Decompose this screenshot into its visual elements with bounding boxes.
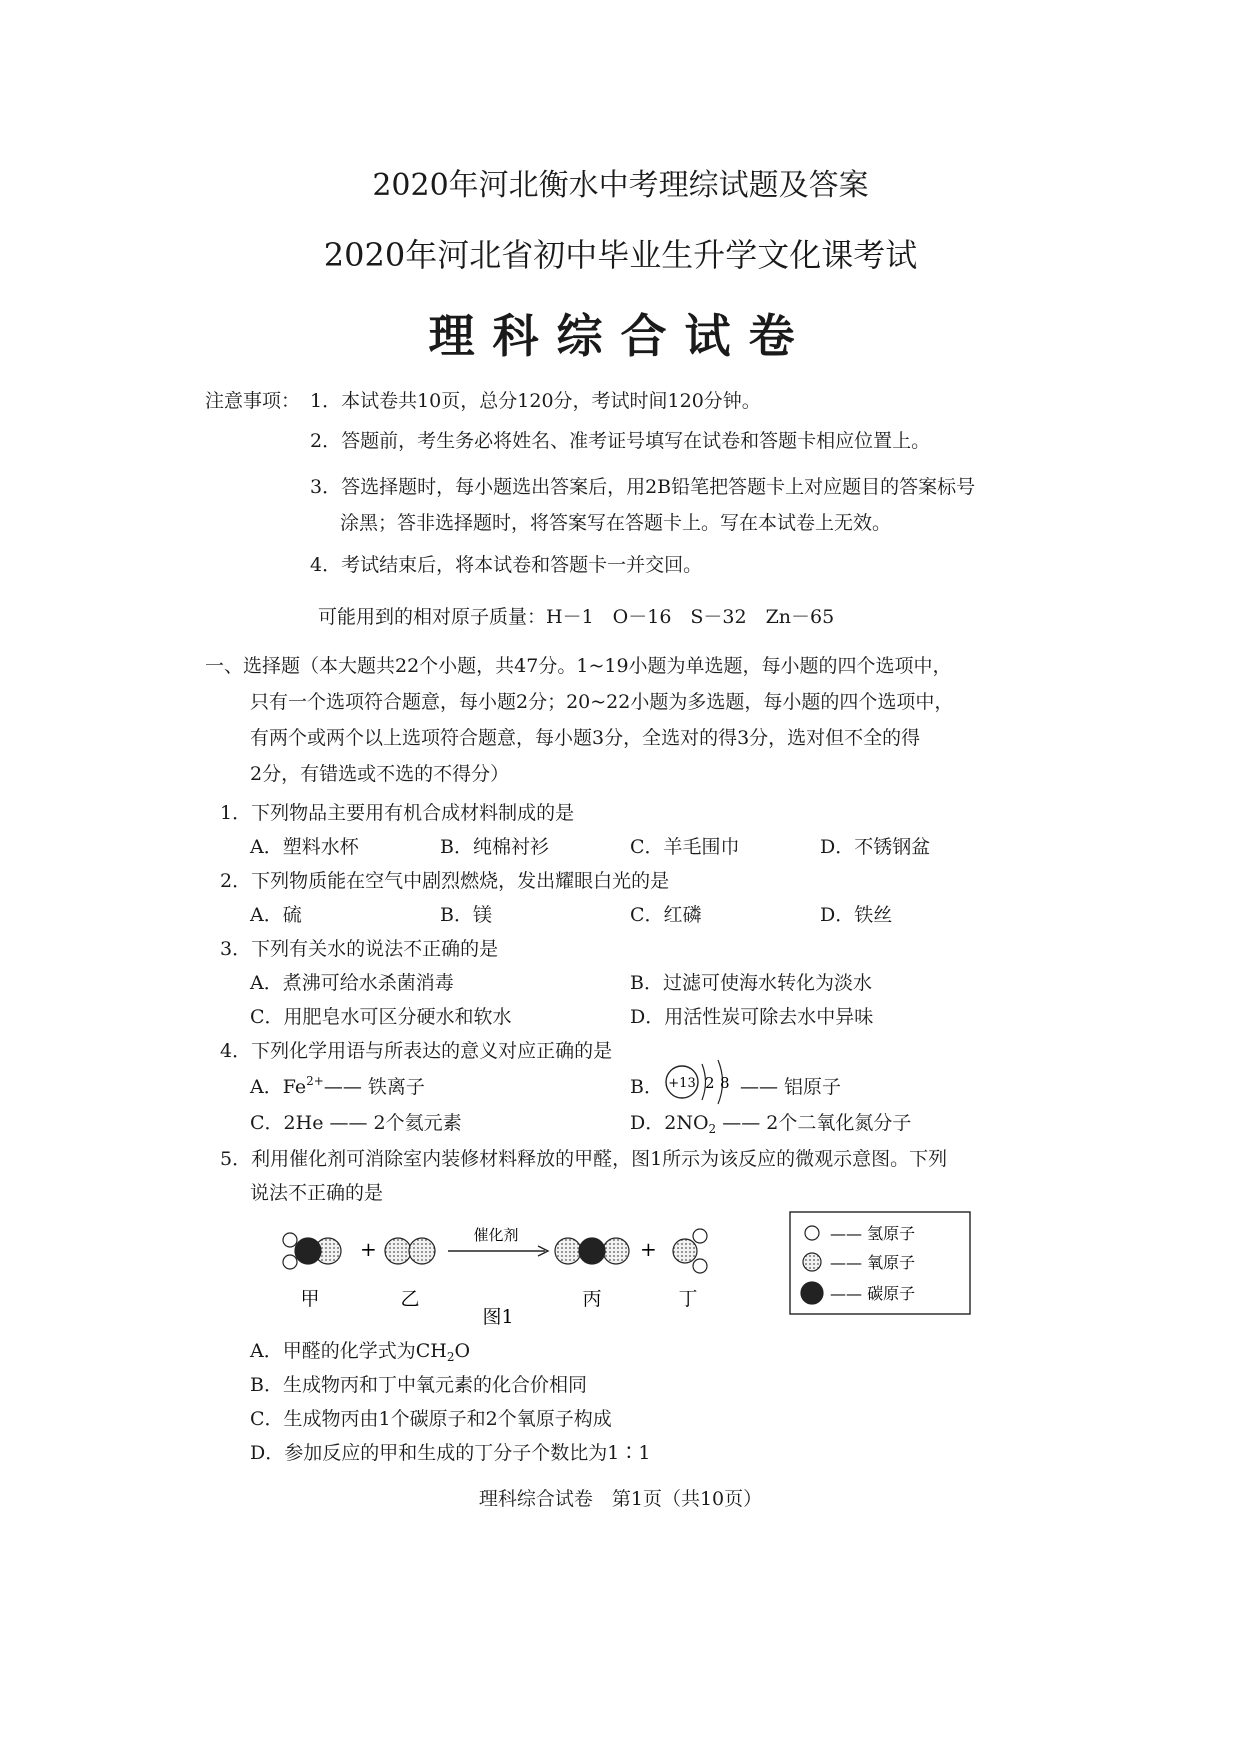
- question-2-stem: 2．下列物质能在空气中剧烈燃烧，发出耀眼白光的是: [220, 870, 670, 892]
- question-1-option-b: B．纯棉衬衫: [440, 836, 549, 858]
- question-3-stem: 3．下列有关水的说法不正确的是: [220, 938, 499, 960]
- question-4-option-b-label: B．: [630, 1076, 663, 1098]
- question-4-option-d: [630, 1108, 911, 1136]
- page-footer: 理科综合试卷 第1页（共10页）: [478, 1488, 763, 1510]
- section-instructions-3: 有两个或两个以上选项符合题意，每小题3分，全选对的得3分，选对但不全的得: [250, 727, 921, 749]
- exam-title: 2020年河北省初中毕业生升学文化课考试: [323, 236, 918, 274]
- label-jia: 甲: [300, 1288, 320, 1310]
- legend-hydrogen: —— 氢原子: [830, 1224, 916, 1243]
- question-5-option-a: [250, 1336, 470, 1364]
- label-bing: 丙: [582, 1288, 602, 1310]
- question-4-stem: 4．下列化学用语与所表达的意义对应正确的是: [220, 1040, 613, 1062]
- question-4-option-c: C．2He —— 2个氦元素: [250, 1112, 462, 1134]
- question-3-option-b: B．过滤可使海水转化为淡水: [630, 972, 872, 994]
- carbon-atom-icon: [801, 1282, 823, 1304]
- question-5-stem-cont: 说法不正确的是: [250, 1182, 384, 1204]
- question-5-stem: 5．利用催化剂可消除室内装修材料释放的甲醛，图1所示为该反应的微观示意图。下列: [220, 1148, 948, 1170]
- charge-superscript: 2+: [306, 1074, 324, 1088]
- oxygen-atom-icon: [803, 1253, 821, 1271]
- paper-title: 理科综合试卷: [428, 309, 813, 363]
- question-5-option-b: B．生成物丙和丁中氧元素的化合价相同: [250, 1374, 587, 1396]
- option-d-formula: D．2NO: [630, 1112, 709, 1134]
- figure-caption: 图1: [482, 1306, 514, 1328]
- legend-carbon: —— 碳原子: [830, 1284, 916, 1303]
- plus-sign-1: +: [360, 1237, 377, 1261]
- question-2-option-a: A．硫: [250, 904, 302, 926]
- question-3-option-a: A．煮沸可给水杀菌消毒: [250, 972, 454, 994]
- question-2-option-b: B．镁: [440, 904, 492, 926]
- question-1-option-d: D．不锈钢盆: [820, 836, 931, 858]
- question-1-option-c: C．羊毛围巾: [630, 836, 740, 858]
- question-3-option-d: D．用活性炭可除去水中异味: [630, 1006, 874, 1028]
- molecule-carbon-dioxide: [555, 1238, 629, 1264]
- question-3-option-c: C．用肥皂水可区分硬水和软水: [250, 1006, 512, 1028]
- legend-oxygen: —— 氧原子: [830, 1253, 916, 1272]
- question-2-option-c: C．红磷: [630, 904, 702, 926]
- question-4-option-a: [250, 1072, 425, 1099]
- atomic-mass-line: 可能用到的相对原子质量：H－1 O－16 S－32 Zn－65: [318, 606, 835, 628]
- molecule-oxygen: [385, 1238, 435, 1264]
- notes-label: 注意事项：: [205, 390, 301, 412]
- section-instructions-2: 只有一个选项符合题意，每小题2分；20~22小题为多选题，每小题的四个选项中，: [250, 691, 954, 713]
- question-1-stem: 1．下列物品主要用有机合成材料制成的是: [220, 802, 575, 824]
- question-5-option-c: C．生成物丙由1个碳原子和2个氧原子构成: [250, 1408, 612, 1430]
- subscript: 2: [708, 1122, 717, 1136]
- molecule-water: [673, 1229, 707, 1273]
- question-1-option-a: A．塑料水杯: [250, 836, 359, 858]
- note-item-1: 1．本试卷共10页，总分120分，考试时间120分钟。: [310, 390, 761, 412]
- option-a-text: A．甲醛的化学式为CH: [250, 1340, 447, 1362]
- reaction-diagram: [280, 1210, 1060, 1330]
- document-title: 2020年河北衡水中考理综试题及答案: [372, 168, 869, 203]
- label-ding: 丁: [678, 1288, 698, 1310]
- option-a-suffix: O: [454, 1340, 471, 1362]
- note-item-4: 4．考试结束后，将本试卷和答题卡一并交回。: [310, 554, 703, 576]
- molecule-formaldehyde: [283, 1233, 341, 1269]
- nucleus-charge: +13: [668, 1076, 696, 1091]
- note-item-3: 3．答选择题时，每小题选出答案后，用2B铅笔把答题卡上对应题目的答案标号: [310, 476, 976, 498]
- option-a-meaning: —— 铁离子: [323, 1076, 425, 1098]
- option-d-meaning: —— 2个二氧化氮分子: [716, 1112, 912, 1134]
- shell-1-electrons: 2: [705, 1074, 715, 1092]
- note-item-3-cont: 涂黑；答非选择题时，将答案写在答题卡上。写在本试卷上无效。: [340, 512, 892, 534]
- label-yi: 乙: [400, 1288, 420, 1310]
- hydrogen-atom-icon: [805, 1226, 819, 1240]
- subscript: 2: [446, 1350, 455, 1364]
- question-4-option-b-meaning: —— 铝原子: [740, 1076, 842, 1098]
- note-item-2: 2．答题前，考生务必将姓名、准考证号填写在试卷和答题卡相应位置上。: [310, 430, 931, 452]
- option-a-formula: A．Fe: [250, 1076, 307, 1098]
- section-instructions-1: 一、选择题（本大题共22个小题，共47分。1~19小题为单选题，每小题的四个选项中，: [205, 655, 952, 677]
- plus-sign-2: +: [640, 1237, 657, 1261]
- question-2-option-d: D．铁丝: [820, 904, 893, 926]
- section-instructions-4: 2分，有错选或不选的不得分）: [250, 763, 510, 785]
- catalyst-label: 催化剂: [473, 1226, 519, 1244]
- shell-2-electrons: 8: [720, 1074, 730, 1092]
- question-5-option-d: D．参加反应的甲和生成的丁分子个数比为1∶1: [250, 1442, 651, 1464]
